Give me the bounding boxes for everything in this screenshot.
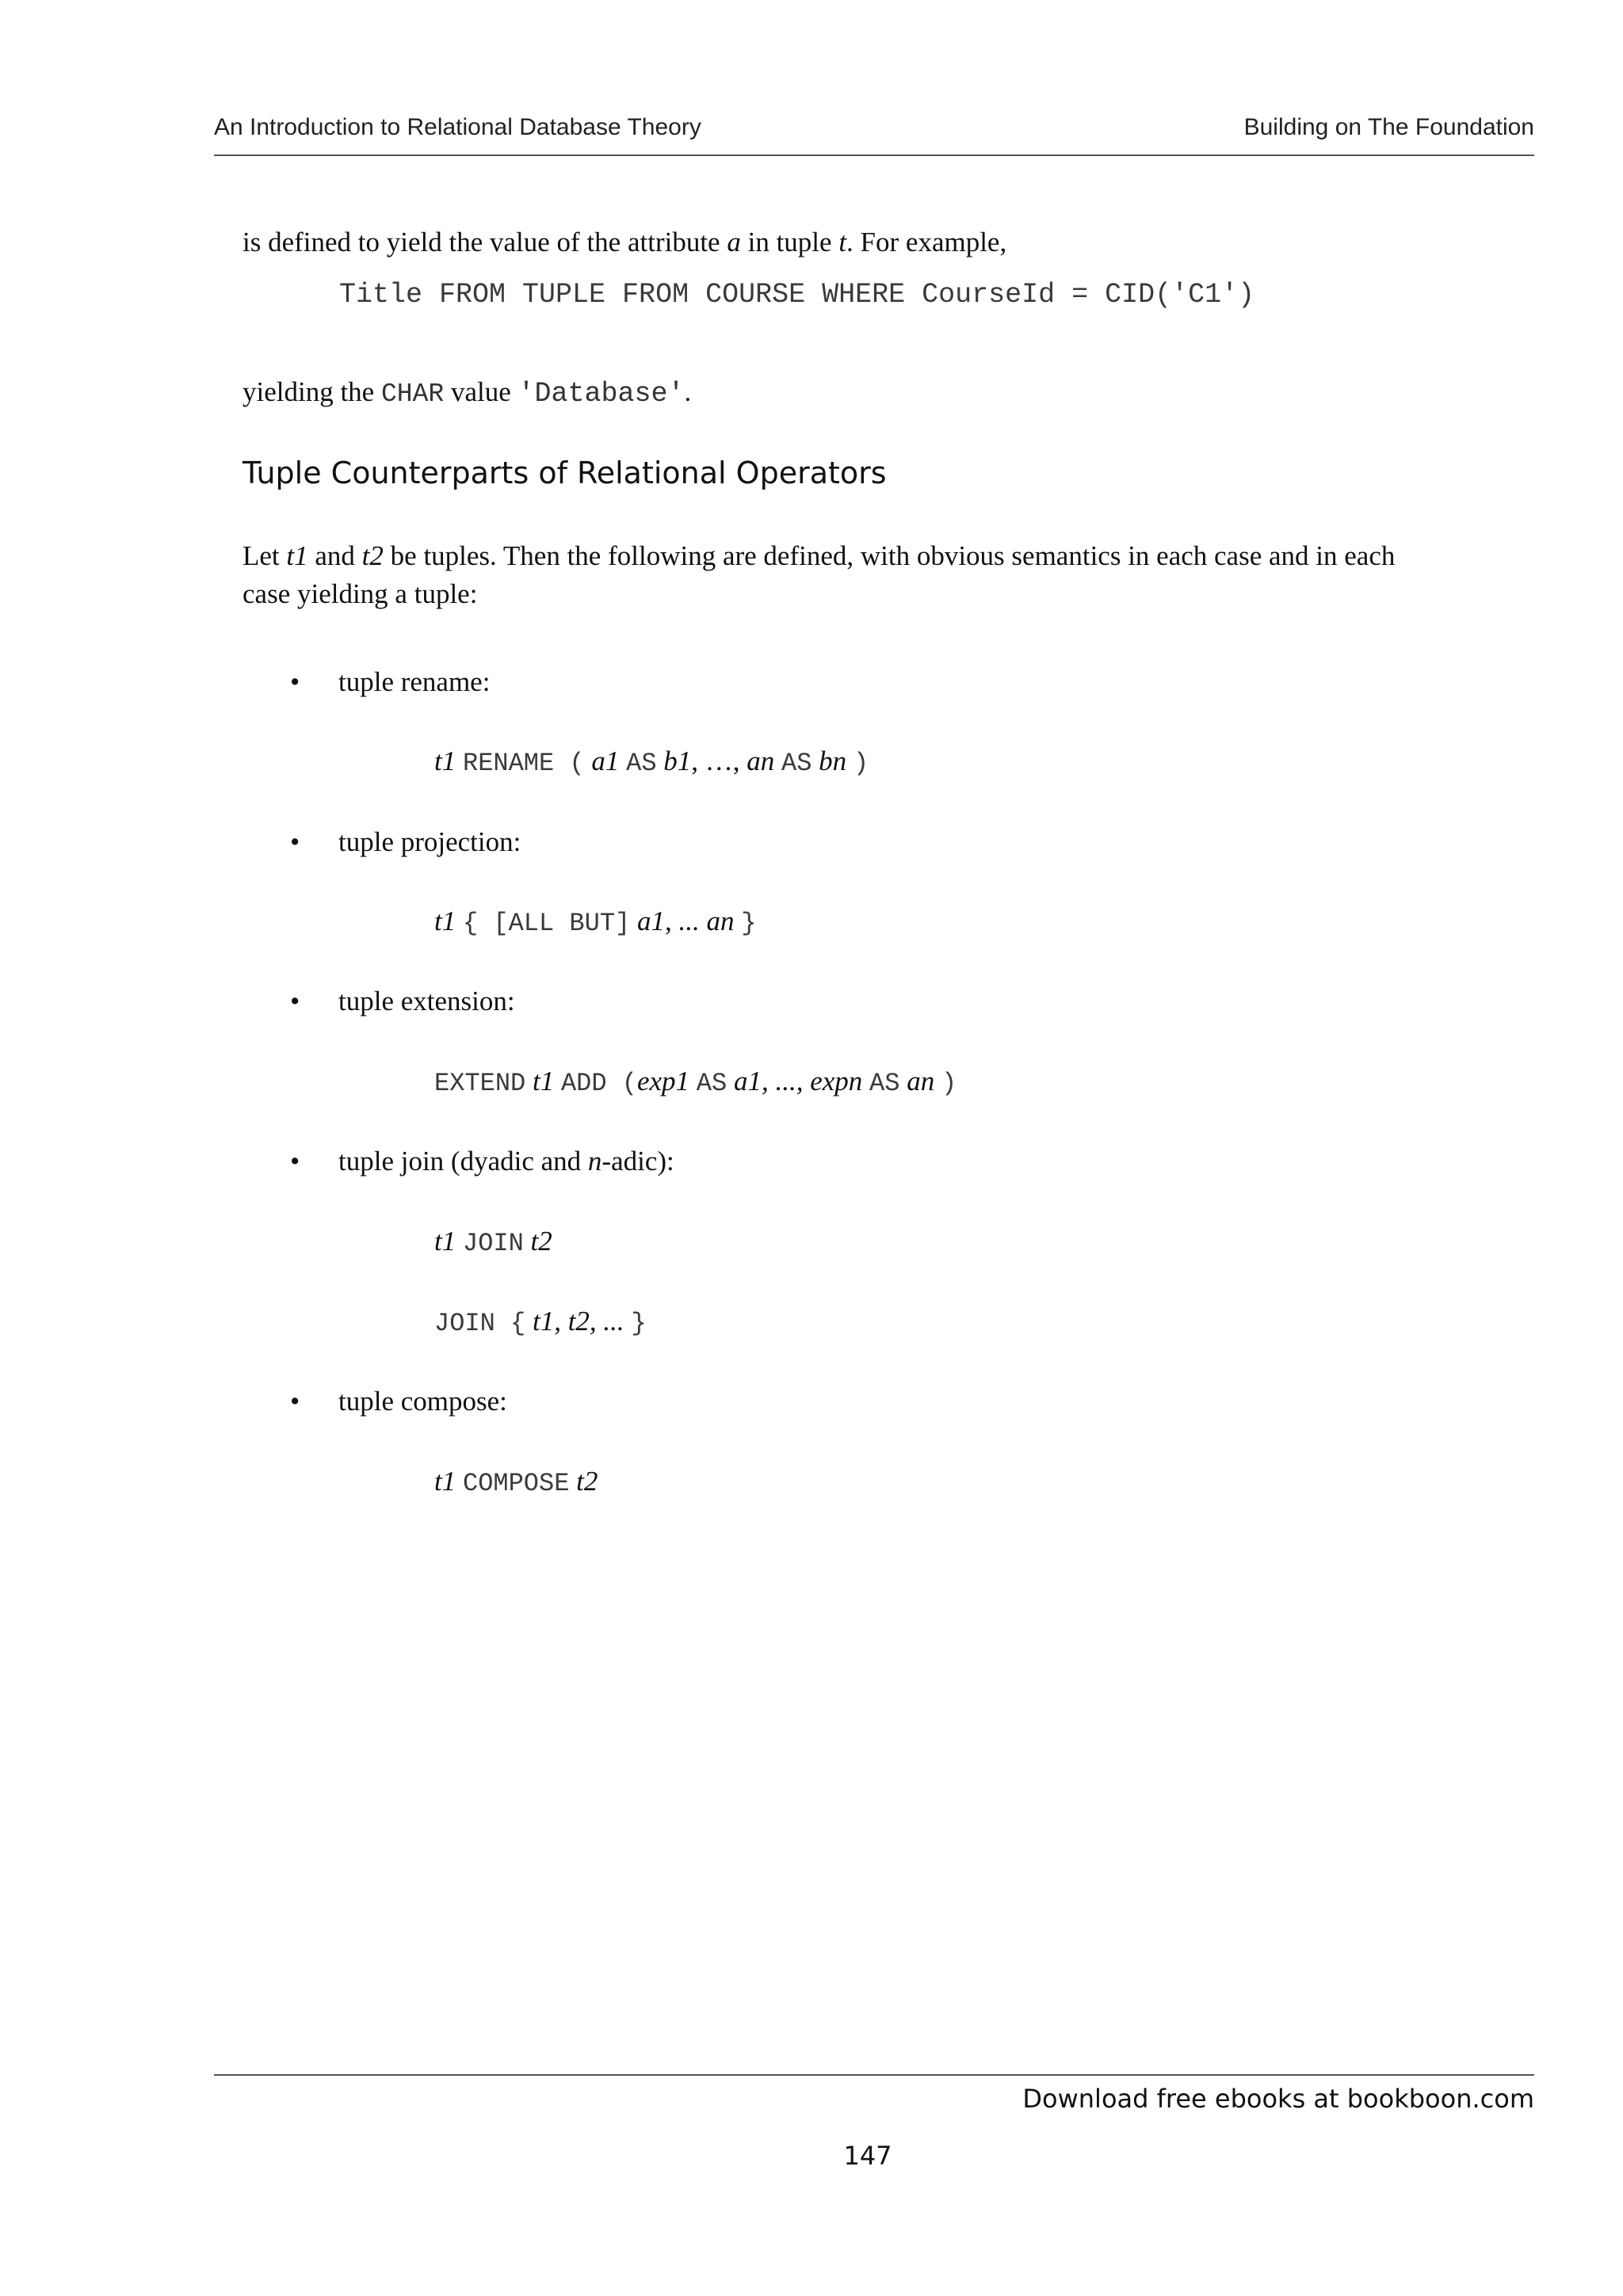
- intro-var-a: a: [727, 227, 741, 257]
- bullet-dot: •: [290, 666, 300, 697]
- para-var-t2: t2: [361, 540, 384, 571]
- kw-add: ADD (: [560, 1069, 637, 1098]
- kw-all-but: { [ALL BUT]: [462, 909, 631, 938]
- var-t1: t1: [434, 1466, 456, 1497]
- var-args: a1, ..., expn: [733, 1066, 863, 1097]
- kw-compose: COMPOSE: [462, 1469, 570, 1498]
- var-args: t1, t2, ...: [532, 1306, 624, 1337]
- page-number: 147: [843, 2141, 892, 2171]
- close-brace: }: [631, 1309, 647, 1338]
- bookboon-link[interactable]: Download free ebooks at bookboon.com: [1022, 2084, 1534, 2114]
- join-label-text: -adic):: [601, 1146, 674, 1177]
- kw-extend: EXTEND: [434, 1069, 526, 1098]
- char-keyword: CHAR: [380, 379, 445, 409]
- var-exp1: exp1: [636, 1066, 690, 1097]
- close-paren: ): [941, 1069, 957, 1098]
- kw-as: AS: [869, 1069, 900, 1098]
- expr-compose: [434, 1463, 598, 1502]
- var-bn: bn: [819, 746, 847, 776]
- var-n: n: [587, 1146, 602, 1177]
- expr-rename: [434, 743, 869, 782]
- intro-var-t: t: [838, 227, 847, 257]
- var-b1: b1: [663, 746, 692, 776]
- kw-join: JOIN: [462, 1229, 524, 1258]
- para-text: Let: [242, 540, 287, 571]
- item-label-join: [338, 1143, 674, 1180]
- running-header-title: An Introduction to Relational Database Theory: [214, 114, 701, 140]
- intro-text: . For example,: [846, 227, 1007, 257]
- para-text: and: [307, 540, 362, 571]
- intro-text: is defined to yield the value of the attribute: [242, 227, 727, 257]
- bullet-dot: •: [290, 986, 300, 1016]
- kw-as: AS: [781, 749, 812, 778]
- var-t2: t2: [576, 1466, 598, 1497]
- close-brace: }: [741, 909, 757, 938]
- result-paragraph: [242, 374, 691, 413]
- var-args: a1, ... an: [636, 906, 735, 936]
- result-text: yielding the: [242, 376, 381, 407]
- expr-join-dyadic: [434, 1223, 552, 1262]
- kw-rename: RENAME (: [462, 749, 585, 778]
- section-paragraph-line-2: case yielding a tuple:: [242, 578, 478, 609]
- result-text: .: [684, 376, 692, 407]
- expr-extension: [434, 1063, 957, 1102]
- bullet-dot: •: [290, 1146, 300, 1177]
- item-label-projection: tuple projection:: [338, 826, 521, 857]
- running-header-chapter: Building on The Foundation: [1243, 114, 1534, 140]
- para-var-t1: t1: [286, 540, 308, 571]
- var-t2: t2: [530, 1226, 552, 1257]
- kw-join: JOIN {: [434, 1309, 526, 1338]
- item-label-extension: tuple extension:: [338, 986, 515, 1016]
- ellipsis-sep: , …,: [691, 746, 747, 776]
- kw-as: AS: [696, 1069, 727, 1098]
- expr-projection: [434, 903, 756, 942]
- header-rule: [214, 154, 1534, 156]
- var-t1: t1: [434, 746, 456, 776]
- item-label-rename: tuple rename:: [338, 666, 491, 697]
- database-literal: 'Database': [517, 378, 685, 410]
- item-label-compose: tuple compose:: [338, 1386, 507, 1417]
- join-label-text: tuple join (dyadic and: [338, 1146, 588, 1177]
- para-text: be tuples. Then the following are defined, with obvious semantics in each case and in each: [383, 540, 1396, 571]
- section-paragraph-line-1: [242, 538, 1395, 574]
- example-code: Title FROM TUPLE FROM COURSE WHERE CourseId = CID('C1'): [339, 279, 1255, 311]
- bullet-dot: •: [290, 1386, 300, 1417]
- bullet-dot: •: [290, 826, 300, 857]
- footer-rule: [214, 2074, 1534, 2076]
- expr-join-nadic: [434, 1303, 647, 1342]
- var-t1: t1: [532, 1066, 555, 1097]
- var-an: an: [747, 746, 775, 776]
- section-heading: Tuple Counterparts of Relational Operators: [242, 456, 887, 490]
- close-paren: ): [853, 749, 869, 778]
- kw-as: AS: [626, 749, 657, 778]
- intro-paragraph: [242, 224, 1006, 261]
- result-text: value: [444, 376, 518, 407]
- var-an: an: [907, 1066, 935, 1097]
- var-a1: a1: [591, 746, 620, 776]
- intro-text: in tuple: [740, 227, 839, 257]
- var-t1: t1: [434, 906, 456, 936]
- var-t1: t1: [434, 1226, 456, 1257]
